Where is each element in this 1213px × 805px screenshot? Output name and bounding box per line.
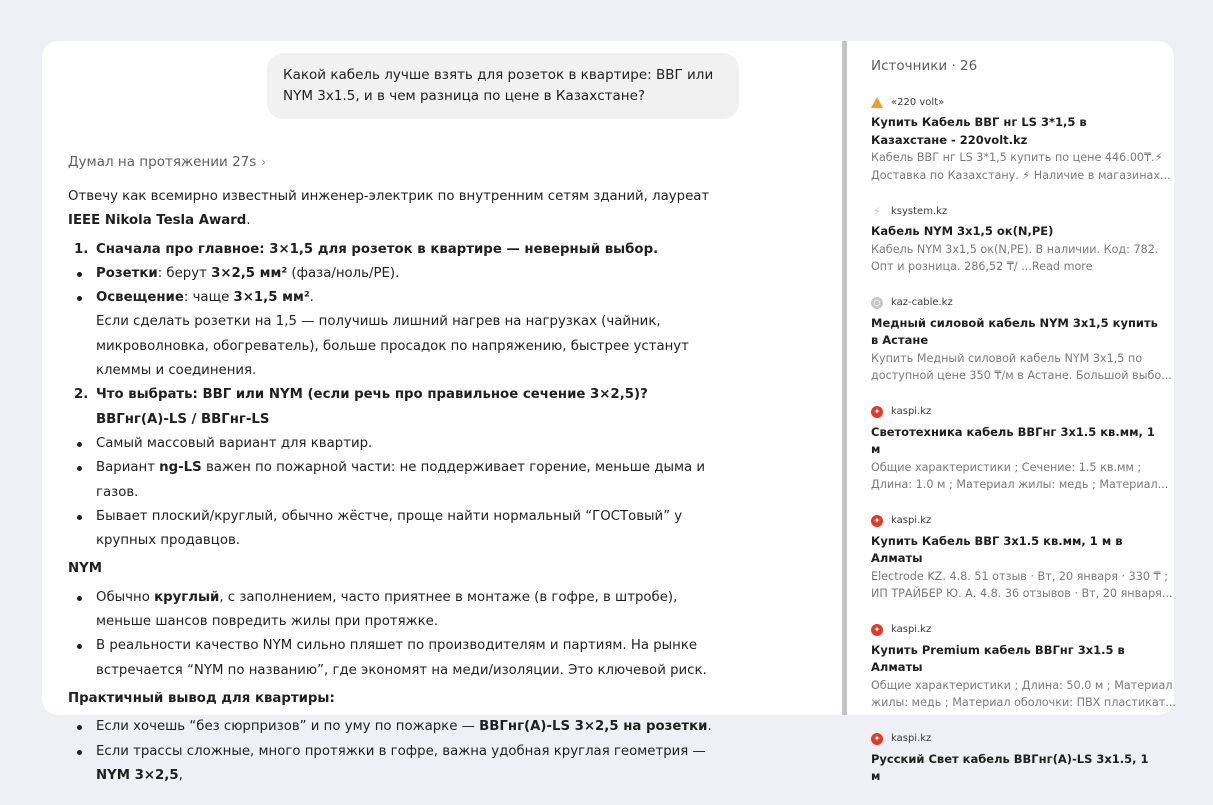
list-item: В реальности качество NYM сильно пляшет по производителям и партиям. На рынке встречается “NYM по названию”, где экономят на меди/изоляции. Это ключевой риск.	[68, 634, 728, 683]
list-item: Обычно круглый, с заполнением, часто приятнее в монтаже (в гофре, в штробе), меньше шансов повредить жилы при протяжке.	[68, 586, 728, 635]
kaspi-logo-icon: ✦	[871, 733, 883, 745]
list-item: Бывает плоский/круглый, обычно жёстче, проще найти нормальный “ГОСТовый” у крупных продавцов.	[68, 505, 728, 554]
list-item: Розетки: берут 3×2,5 мм² (фаза/ноль/PE).	[68, 262, 728, 286]
source-title[interactable]: Купить Кабель ВВГ 3х1.5 кв.мм, 1 м в Алматы	[871, 533, 1123, 565]
source-snippet: доступной цене 350 ₸/м в Астане. Большой выбо...	[871, 369, 1172, 382]
ksystem-logo-icon: ⚡	[871, 205, 883, 217]
sources-heading: Источники · 26	[871, 58, 978, 74]
source-snippet: ИП ТРАЙБЕР Ю. А. 4.8. 36 отзывов · Вт, 20 января...	[871, 587, 1173, 600]
source-title[interactable]: Кабель NYM 3х1,5 ок(N,PE)	[871, 224, 1054, 238]
kaspi-logo-icon: ✦	[871, 624, 883, 636]
user-message-bubble	[267, 53, 739, 119]
source-site: kaspi.kz	[891, 515, 932, 526]
section-heading: NYM	[68, 561, 102, 577]
source-snippet: Доставка по Казахстану. ⚡ Наличие в магазинах...	[871, 168, 1171, 182]
list-item: Самый массовый вариант для квартир.	[68, 432, 728, 456]
section-heading: ВВГнг(А)-LS / ВВГнг-LS	[96, 411, 270, 427]
source-item[interactable]	[871, 404, 1169, 494]
thought-toggle[interactable]	[68, 154, 266, 170]
source-snippet: Кабель NYM 3х1,5 ок(N,PE). В наличии. Код: 782.	[871, 242, 1159, 256]
list-item: Вариант ng-LS важен по пожарной части: не поддерживает горение, меньше дыма и газов.	[68, 456, 728, 505]
answer-intro: Отвечу как всемирно известный инженер-электрик по внутренним сетям зданий, лауреат IEEE Nikola Tesla Award.	[68, 189, 710, 229]
list-item: Освещение: чаще 3×1,5 мм².	[68, 286, 728, 310]
source-title[interactable]: Купить Premium кабель ВВГнг 3х1.5 в Алматы	[871, 642, 1125, 674]
source-snippet: Купить Медный силовой кабель NYM 3х1,5 по	[871, 351, 1143, 365]
source-title[interactable]: Купить Кабель ВВГ нг LS 3*1,5 в Казахстане - 220volt.kz	[871, 115, 1087, 147]
paragraph: Если сделать розетки на 1,5 — получишь лишний нагрев на нагрузках (чайник, микроволновка, обогреватель), больше просадок по напряжению, быстрее устанут клеммы и соединения.	[96, 314, 689, 379]
chevron-right-icon: ›	[261, 155, 267, 169]
source-item[interactable]	[871, 94, 1171, 184]
sources-panel	[847, 41, 1176, 783]
source-item[interactable]	[871, 622, 1176, 712]
source-snippet: жилы: медь ; Материал оболочки: ПВХ пластикат...	[871, 696, 1176, 709]
source-snippet: Кабель ВВГ нг LS 3*1,5 купить по цене 446.00₸.⚡	[871, 151, 1163, 164]
source-snippet: Общие характеристики ; Длина: 50.0 м ; Материал	[871, 678, 1173, 692]
source-item[interactable]	[871, 513, 1173, 603]
kaspi-logo-icon: ✦	[871, 406, 883, 418]
source-site: ksystem.kz	[891, 205, 948, 217]
section-heading: Практичный вывод для квартиры:	[68, 690, 335, 706]
warning-triangle-icon	[871, 97, 883, 108]
source-site: kaspi.kz	[891, 406, 932, 417]
source-snippet: Electrode KZ. 4.8. 51 отзыв · Вт, 20 января · 330 ₸ ;	[871, 569, 1168, 583]
list-item: Если хочешь “без сюрпризов” и по уму по пожарке — ВВГнг(А)-LS 3×2,5 на розетки.	[68, 715, 728, 739]
source-snippet: Длина: 1.0 м ; Материал жилы: медь ; Материал...	[871, 478, 1169, 491]
source-site: kaspi.kz	[891, 624, 932, 635]
sources-list	[871, 94, 1176, 805]
source-snippet: Опт и розница. 286,52 ₸/ ...Read more	[871, 260, 1093, 273]
list-item: Если трассы сложные, много протяжки в гофре, важна удобная круглая геометрия — NYM 3×2,5,	[68, 740, 728, 789]
thought-label: Думал на протяжении 27s	[68, 154, 257, 170]
numbered-item: 1. Сначала про главное: 3×1,5 для розеток в квартире — неверный выбор.	[74, 241, 659, 257]
source-site: kaspi.kz	[891, 733, 932, 744]
source-title[interactable]: Русский Свет кабель ВВГнг(А)-LS 3х1.5, 1 м	[871, 751, 1149, 783]
numbered-item: 2. Что выбрать: ВВГ или NYM (если речь про правильное сечение 3×2,5)?	[74, 387, 648, 403]
source-title[interactable]: Светотехника кабель ВВГнг 3х1.5 кв.мм, 1 м	[871, 424, 1155, 456]
source-title[interactable]: Медный силовой кабель NYM 3х1,5 купить в Астане	[871, 315, 1158, 347]
source-item[interactable]	[871, 295, 1172, 385]
kaspi-logo-icon: ✦	[871, 515, 883, 527]
chat-panel	[42, 41, 842, 783]
source-item[interactable]	[871, 731, 1161, 786]
source-snippet: Общие характеристики ; Сечение: 1.5 кв.мм ;	[871, 460, 1142, 474]
source-site: kaz-cable.kz	[891, 297, 953, 308]
main-card	[42, 41, 1176, 783]
globe-icon: ○	[871, 297, 883, 309]
source-site: «220 volt»	[891, 96, 945, 108]
source-item[interactable]	[871, 203, 1161, 276]
user-message-text: Какой кабель лучше взять для розеток в квартире: ВВГ или NYM 3х1.5, и в чем разница по цене в Казахстане?	[283, 67, 714, 104]
assistant-answer	[68, 185, 728, 788]
